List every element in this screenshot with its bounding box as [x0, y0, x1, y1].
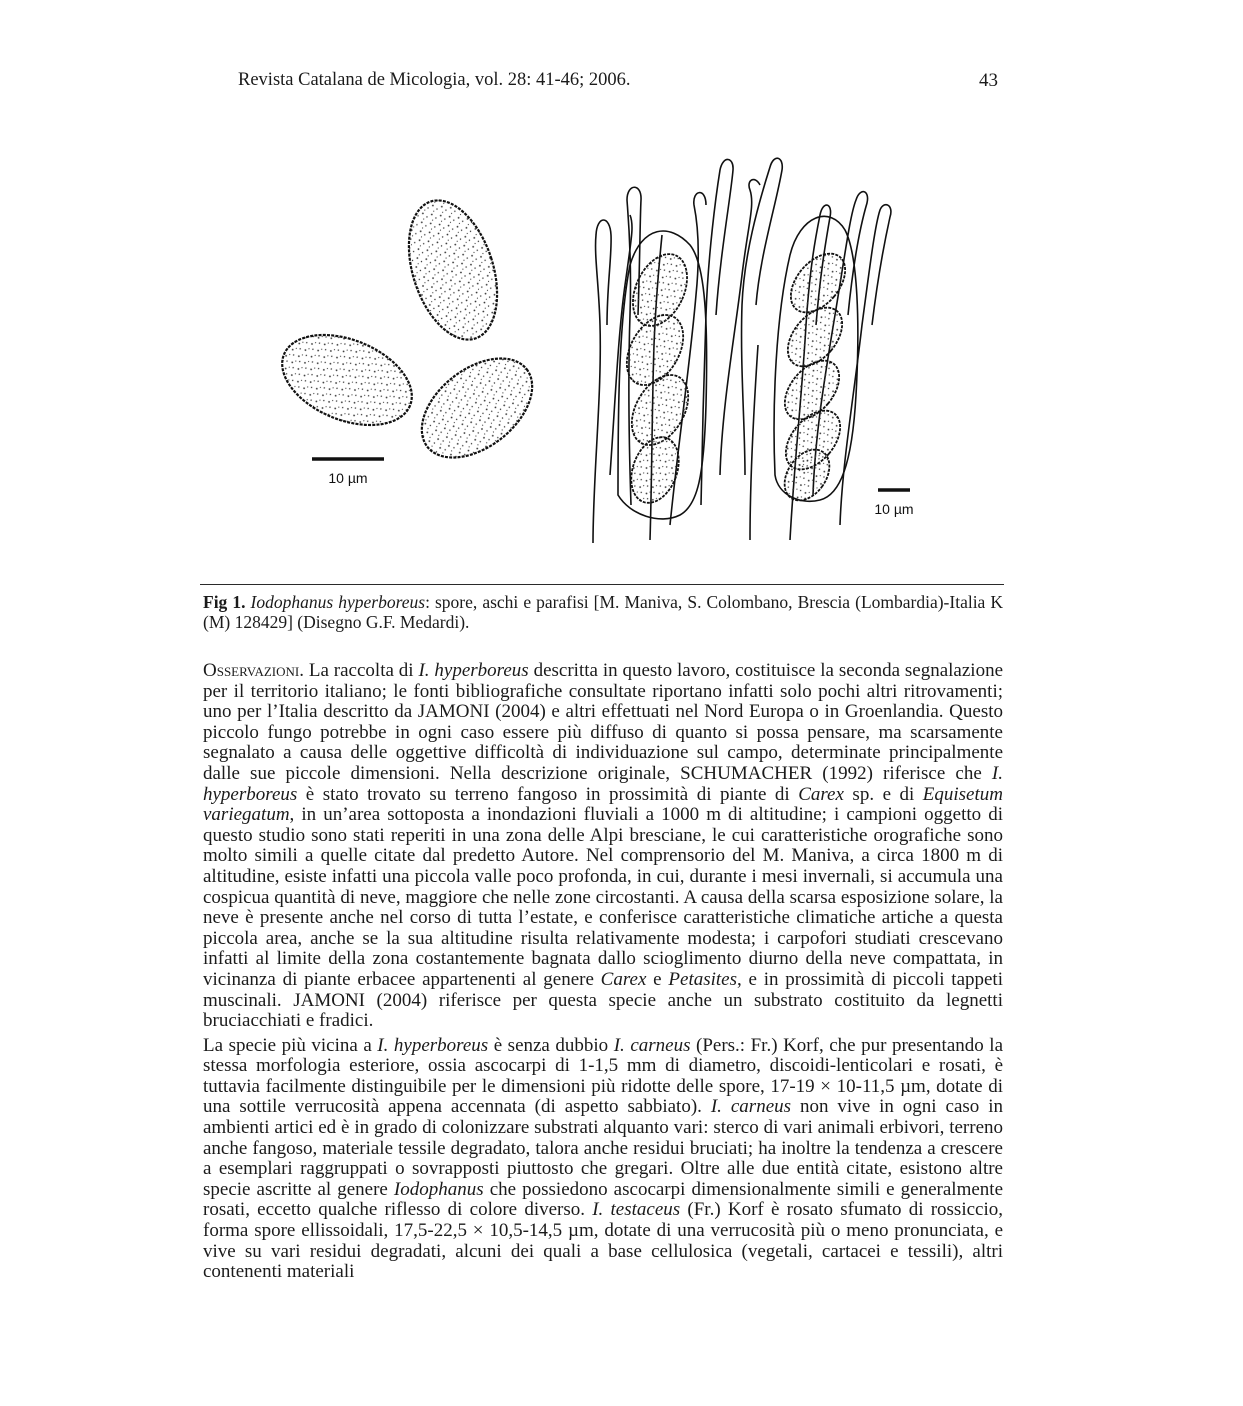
body-text	[203, 661, 1003, 1283]
spore-top	[393, 189, 514, 351]
scalebar-right-label: 10 µm	[874, 501, 914, 517]
free-spores	[269, 189, 551, 477]
page-number: 43	[979, 70, 998, 91]
paragraph-comparison: La specie più vicina a I. hyperboreus è senza dubbio I. carneus (Pers.: Fr.) Korf, che pur presentando la stessa morfologia esteriore, ossia ascocarpi di 1-1,5 mm di diametro, discoidi-lenticolari e rosati, è tuttavia facilmente distinguibile per le dimensioni più ridotte delle spore, 17-19 × 10-11,5 µm, dotate di una sottile verrucosità appena accennata (di aspetto sabbiato). I. carneus non vive in ogni caso in ambienti artici ed è in grado di colonizzare substrati alquanto vari: sterco di vari animali erbivori, terreno anche fangoso, materiale tessile degradato, talora anche residui bruciati; ha inoltre la tendenza a crescere a esemplari raggruppati o sovrapposti piuttosto che gregari. Oltre alle due entità citate, esistono altre specie ascritte al genere Iodophanus che possiedono ascocarpi dimensionalmente simili e generalmente rosati, eccetto qualche riflesso di colore diverso. I. testaceus (Fr.) Korf è rosato sfumato di rossiccio, forma spore ellissoidali, 17,5-22,5 × 10,5-14,5 µm, dotate di una verrucosità più o meno pronunciata, e vive su vari residui degradati, alcuni dei quali a base cellulosica (vegetali, cartacei e tessili), altri contenenti materiali	[203, 1034, 1004, 1283]
caption-species: Iodophanus hyperboreus	[250, 592, 426, 612]
figure-caption	[203, 592, 1003, 632]
caption-text: : spore, aschi e parafisi [M. Maniva, S. Colombano, Brescia (Lombardia)-Italia K (M) 128429] (Disegno G.F. Medardi).	[203, 592, 1004, 632]
spore-left	[269, 317, 425, 442]
ascospores	[615, 243, 856, 509]
journal-citation: Revista Catalana de Micologia, vol. 28: 41-46; 2006.	[238, 70, 631, 90]
paragraph-observations: Osservazioni. La raccolta di I. hyperboreus descritta in questo lavoro, costituisce la seconda segnalazione per il territorio italiano; le fonti bibliografiche consultate riportano infatti solo pochi altri ritrovamenti; uno per l’Italia descritto da JAMONI (2004) e altri effettuati nel Nord Europa o in Groenlandia. Questo piccolo fungo potrebbe in ogni caso essere più diffuso di quanto si possa pensare, ma scarsamente segnalato a causa delle oggettive difficoltà di individuazione sul campo, determinate principalmente dalle sue piccole dimensioni. Nella descrizione originale, SCHUMACHER (1992) riferisce che I. hyperboreus è stato trovato su terreno fangoso in prossimità di piante di Carex sp. e di Equisetum variegatum, in un’area sottoposta a inondazioni fluviali a 1000 m di altitudine; i campioni oggetto di questo studio sono stati reperiti in una zona delle Alpi bresciane, le cui caratteristiche orografiche sono molto simili a quelle citate dal predetto Autore. Nel comprensorio del M. Maniva, a circa 1800 m di altitudine, esiste infatti una piccola valle poco profonda, in cui, durante i mesi invernali, si accumula una cospicua quantità di neve, maggiore che nelle zone circostanti. A causa della scarsa esposizione solare, la neve è presente anche nel corso di tutta l’estate, e conferisce caratteristiche climatiche artiche a questa piccola area, anche se la sua altitudine risulta relativamente modesta; i carpofori studiati crescevano infatti al limite della zona costantemente bagnata dallo scioglimento diurno della neve compattata, in vicinanza di piante erbacee appartenenti al genere Carex e Petasites, e in prossimità di piccoli tappeti muscinali. JAMONI (2004) riferisce per questa specie anche un substrato costituito da legnetti bruciacchiati e fradici.	[203, 660, 1004, 1032]
scalebar-left-label: 10 µm	[328, 470, 368, 486]
running-header	[238, 70, 998, 100]
caption-rule	[200, 584, 1004, 585]
caption-label: Fig 1.	[203, 592, 246, 612]
figure-illustration	[250, 145, 950, 570]
section-heading: Osservazioni	[203, 660, 300, 681]
spore-right	[403, 338, 550, 477]
